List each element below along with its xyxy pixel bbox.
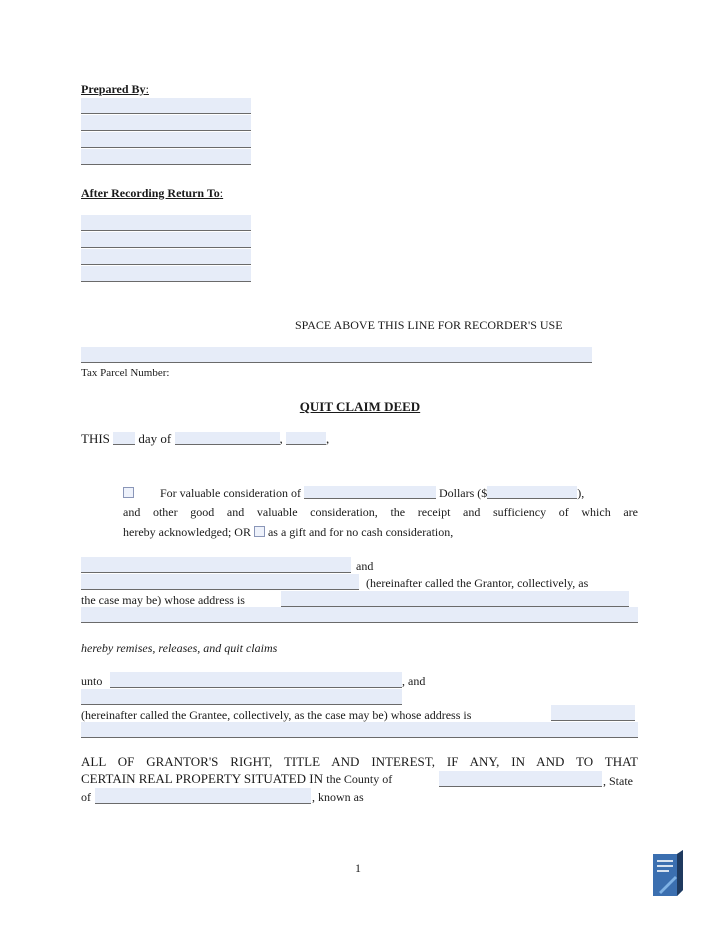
day-of-text: day of: [138, 431, 172, 446]
grantor-address-label: the case may be) whose address is: [81, 593, 245, 607]
prepared-by-line-2[interactable]: [81, 115, 251, 131]
prepared-by-line-3[interactable]: [81, 132, 251, 148]
property-situated-text: CERTAIN REAL PROPERTY SITUATED IN: [81, 771, 323, 786]
tax-parcel-field[interactable]: [81, 347, 592, 363]
grantor-address-field-2[interactable]: [81, 607, 638, 623]
grantor-hereinafter: (hereinafter called the Grantor, collectively, as: [366, 576, 589, 590]
consideration-line-1: [123, 486, 638, 500]
tax-parcel-label: Tax Parcel Number:: [81, 367, 170, 379]
grantee-name-field-1[interactable]: [110, 672, 402, 688]
document-logo: [651, 850, 685, 896]
grantor-and: and: [356, 559, 374, 573]
comma-1: ,: [279, 431, 283, 446]
gift-text: as a gift and for no cash consideration,: [267, 525, 454, 539]
grantee-hereinafter: (hereinafter called the Grantee, collectively, as the case may be) whose address is: [81, 708, 472, 722]
prepared-by-label: Prepared By: [81, 82, 146, 96]
state-field[interactable]: [95, 788, 311, 804]
close-paren: ),: [577, 486, 585, 500]
state-text: , State: [603, 774, 633, 788]
recorder-use-note: SPACE ABOVE THIS LINE FOR RECORDER'S USE: [295, 318, 563, 332]
grantor-name-field-2[interactable]: [81, 574, 359, 590]
known-as-text: , known as: [312, 790, 364, 804]
of-text: of: [81, 790, 91, 804]
consideration-text: For valuable consideration of: [160, 486, 301, 500]
return-to-line-3[interactable]: [81, 249, 251, 265]
dollar-amount-field[interactable]: [487, 486, 577, 499]
comma-2: ,: [326, 431, 330, 446]
consideration-line-2: and other good and valuable consideration, the receipt and sufficiency of which are: [123, 505, 638, 519]
dollars-text: Dollars ($: [438, 486, 488, 500]
grantor-name-field-1[interactable]: [81, 557, 351, 573]
grantor-address-field-1[interactable]: [281, 591, 629, 607]
page-number: 1: [355, 861, 361, 875]
acknowledged-text: hereby acknowledged; OR: [123, 525, 251, 539]
remises-text: hereby remises, releases, and quit claims: [81, 641, 278, 655]
property-line-1: ALL OF GRANTOR'S RIGHT, TITLE AND INTEREST, IF ANY, IN AND TO THAT: [81, 754, 638, 769]
county-field[interactable]: [439, 771, 602, 787]
return-to-label: After Recording Return To: [81, 186, 220, 200]
gift-checkbox[interactable]: [254, 526, 265, 537]
grantee-address-field-1[interactable]: [551, 705, 635, 721]
consideration-words-field[interactable]: [304, 486, 436, 499]
consideration-line-3: [123, 525, 453, 539]
this-text: THIS: [81, 431, 110, 446]
return-to-colon: :: [219, 186, 224, 200]
county-of-text: the County of: [326, 772, 393, 786]
property-line-2: [81, 772, 392, 786]
prepared-by-line-1[interactable]: [81, 98, 251, 114]
return-to-line-4[interactable]: [81, 266, 251, 282]
document-logo-icon: [651, 850, 685, 896]
prepared-by-colon: :: [145, 82, 149, 96]
grantee-and: , and: [402, 674, 426, 688]
document-title: QUIT CLAIM DEED: [299, 399, 421, 414]
year-field[interactable]: [286, 432, 326, 445]
return-to-line-1[interactable]: [81, 215, 251, 231]
return-to-heading: [81, 186, 223, 201]
grantee-unto: unto: [81, 674, 103, 688]
month-field[interactable]: [175, 432, 280, 445]
prepared-by-line-4[interactable]: [81, 149, 251, 165]
return-to-line-2[interactable]: [81, 232, 251, 248]
grantee-address-field-2[interactable]: [81, 722, 638, 738]
prepared-by-heading: [81, 82, 149, 97]
grantee-name-field-2[interactable]: [81, 689, 402, 705]
valuable-consideration-checkbox[interactable]: [123, 487, 134, 498]
this-day-line: [81, 432, 329, 446]
day-field[interactable]: [113, 432, 135, 445]
